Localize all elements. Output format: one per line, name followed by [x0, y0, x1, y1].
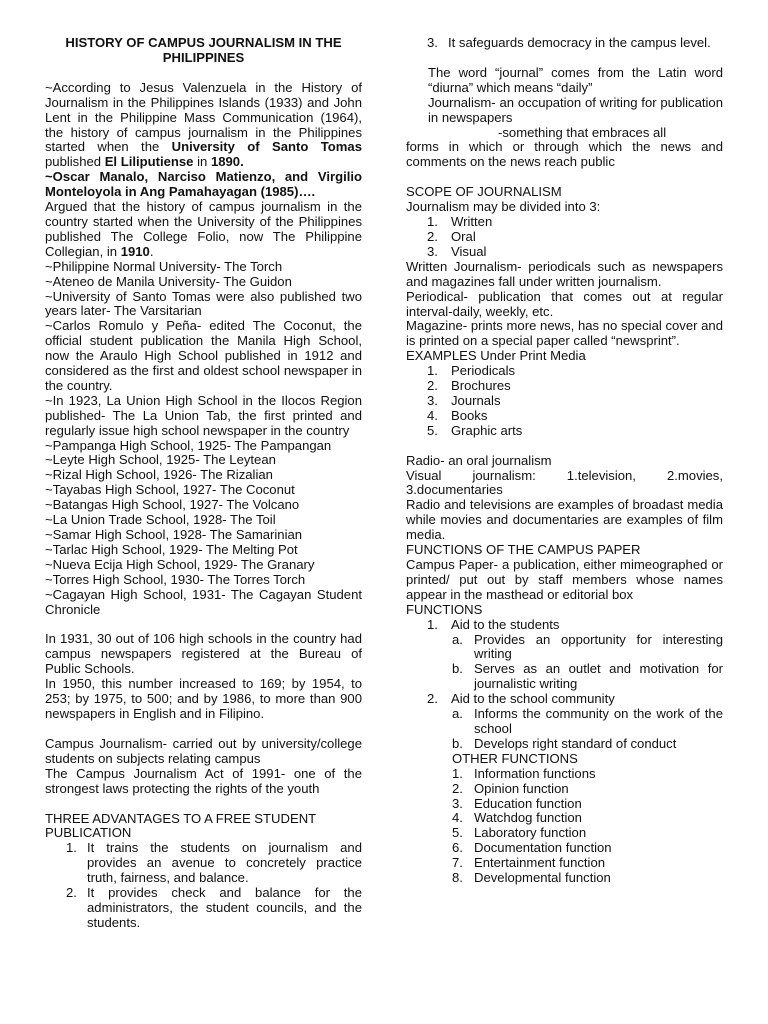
paragraph-visual-journalism: Visual journalism: 1.television, 2.movies, 3.documentaries — [406, 467, 723, 498]
paragraph-argued: Argued that the history of campus journalism in the country started when the University of the Philippines published The College Folio, now The Philippine Collegian, in 1910. — [45, 199, 362, 259]
list-item: 5. Laboratory function — [452, 825, 587, 841]
examples-heading: EXAMPLES Under Print Media — [406, 348, 586, 364]
paragraph-radio: Radio- an oral journalism — [406, 452, 552, 468]
paragraph-1931: In 1931, 30 out of 106 high schools in the country had campus newspapers registered at the Bureau of Public Schools. — [45, 631, 362, 677]
history-line: ~Rizal High School, 1926- The Rizalian — [45, 467, 273, 483]
scope-heading: SCOPE OF JOURNALISM — [406, 184, 562, 200]
list-item: 7. Entertainment function — [452, 855, 606, 871]
history-line: ~Leyte High School, 1925- The Leytean — [45, 452, 276, 468]
list-item: 2. It provides check and balance for the administrators, the student councils, and the students. — [66, 885, 362, 930]
list-item: 6. Documentation function — [452, 840, 612, 856]
list-item: 1. Aid to the students — [427, 616, 560, 632]
document-title: HISTORY OF CAMPUS JOURNALISM IN THE PHILIPPINES — [65, 35, 342, 65]
list-item: a. Provides an opportunity for interesting writing — [452, 631, 723, 662]
other-functions-label: OTHER FUNCTIONS — [452, 750, 578, 766]
history-line: ~Torres High School, 1930- The Torres Torch — [45, 571, 306, 587]
history-line: ~Tarlac High School, 1929- The Melting Pot — [45, 541, 298, 557]
paragraph-journalism-act: The Campus Journalism Act of 1991- one of the strongest laws protecting the rights of the youth — [45, 765, 362, 796]
list-item: 8. Developmental function — [452, 870, 611, 886]
history-line: ~In 1923, La Union High School in the Ilocos Region published- The La Union Tab, the first printed and regularly issue high school newspaper in the country — [45, 392, 362, 438]
history-line: ~University of Santo Tomas were also published two years later- The Varsitarian — [45, 288, 362, 319]
list-item: 2. Opinion function — [452, 780, 569, 796]
list-item: 3. Visual — [427, 243, 487, 259]
history-line: ~Tayabas High School, 1927- The Coconut — [45, 482, 295, 498]
paragraph-word-journal: The word “journal” comes from the Latin word “diurna” which means “daily” — [428, 64, 723, 95]
history-line: ~Samar High School, 1928- The Samarinian — [45, 527, 303, 542]
paragraph-something-continued: forms in which or through which the news and comments on the news reach public — [406, 139, 723, 170]
paragraph-manalo: ~Oscar Manalo, Narciso Matienzo, and Virgilio Monteloyola in Ang Pamahayagan (1985)…. — [45, 169, 362, 200]
paragraph-valenzuela: ~According to Jesus Valenzuela in the History of Journalism in the Philippines Islands (1933) and John Lent in the Philippine Mass Communication (1964), the history of campus journalism in the Philippines started when the University of Santo Tomas published El Liliputiense in 1890. — [45, 79, 362, 170]
paragraph-magazine: Magazine- prints more news, has no special cover and is printed on a special paper called “newsprint”. — [406, 318, 723, 349]
list-item: 3. It safeguards democracy in the campus level. — [427, 35, 711, 50]
list-item: 2. Brochures — [427, 378, 511, 394]
list-item: 4. Books — [427, 407, 488, 423]
paragraph-periodical: Periodical- publication that comes out at regular interval-daily, weekly, etc. — [406, 288, 723, 319]
history-line: ~Pampanga High School, 1925- The Pampangan — [45, 437, 332, 453]
list-item: 1. Periodicals — [427, 363, 516, 379]
list-item: 4. Watchdog function — [452, 810, 582, 826]
functions-heading: FUNCTIONS OF THE CAMPUS PAPER — [406, 542, 641, 558]
paragraph-radio-tv: Radio and televisions are examples of broadast media while movies and documentaries are examples of film media. — [406, 497, 723, 543]
list-item: 3. Education function — [452, 795, 582, 811]
paragraph-written-journalism: Written Journalism- periodicals such as newspapers and magazines fall under written journalism. — [406, 258, 723, 289]
functions-label: FUNCTIONS — [406, 601, 483, 617]
right-column — [406, 36, 723, 886]
list-item: 3. Journals — [427, 392, 501, 408]
history-line: ~La Union Trade School, 1928- The Toil — [45, 512, 276, 528]
history-line: ~Batangas High School, 1927- The Volcano — [45, 497, 300, 513]
list-item: 2. Aid to the school community — [427, 691, 615, 707]
list-item: 5. Graphic arts — [427, 422, 523, 438]
advantages-heading: THREE ADVANTAGES TO A FREE STUDENT PUBLICATION — [45, 810, 316, 841]
list-item: 1. Written — [427, 214, 493, 230]
list-item: b. Serves as an outlet and motivation for journalistic writing — [452, 661, 723, 692]
list-item: 1. Information functions — [452, 765, 596, 781]
history-line: ~Philippine Normal University- The Torch — [45, 258, 283, 274]
left-column — [45, 36, 362, 931]
paragraph-1950: In 1950, this number increased to 169; by 1954, to 253; by 1975, to 500; and by 1986, to more than 900 newspapers in English and in Filipino. — [45, 676, 362, 721]
history-line: ~Carlos Romulo y Peña- edited The Coconut, the official student publication the Manila High School, now the Araulo High School published in 1912 and considered as the first and oldest school newspaper in the country. — [45, 318, 362, 393]
paragraph-something: -something that embraces all — [498, 124, 667, 140]
history-line: ~Nueva Ecija High School, 1929- The Granary — [45, 556, 315, 572]
list-item: a. Informs the community on the work of the school — [452, 706, 723, 736]
paragraph-journalism-definition: Journalism- an occupation of writing for publication in newspapers — [428, 94, 723, 125]
history-line: ~Cagayan High School, 1931- The Cagayan Student Chronicle — [45, 586, 362, 617]
list-item: b. Develops right standard of conduct — [452, 735, 677, 751]
history-line: ~Ateneo de Manila University- The Guidon — [45, 273, 292, 289]
paragraph-campus-journalism: Campus Journalism- carried out by university/college students on subjects relating campus — [45, 735, 362, 766]
list-item: 2. Oral — [427, 228, 476, 244]
paragraph-campus-paper: Campus Paper- a publication, either mimeographed or printed/ put out by staff members whose names appear in the masthead or editorial box — [406, 557, 723, 602]
list-item: 1. It trains the students on journalism and provides an avenue to concretely practice truth, fairness, and balance. — [66, 840, 362, 886]
scope-intro: Journalism may be divided into 3: — [406, 199, 601, 215]
